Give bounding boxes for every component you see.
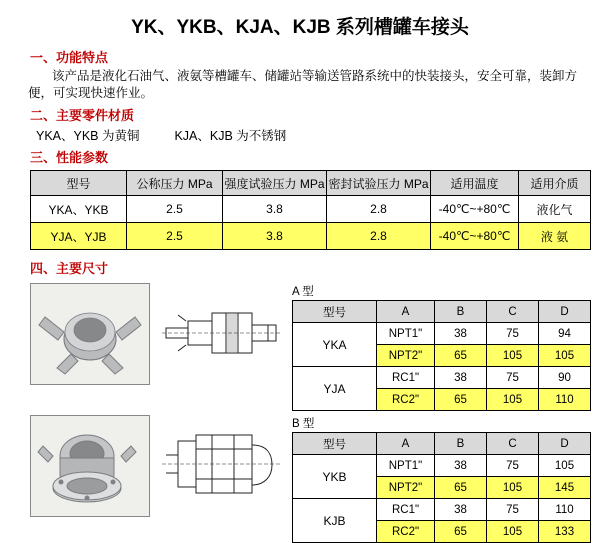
table-header-row bbox=[293, 301, 591, 323]
cell-b: 65 bbox=[435, 389, 487, 411]
col-b: B bbox=[435, 433, 487, 455]
col-strength-pressure: 强度试验压力 MPa bbox=[223, 171, 327, 196]
cell-c: 105 bbox=[487, 521, 539, 543]
table-row bbox=[293, 499, 591, 521]
cell-c: 75 bbox=[487, 323, 539, 345]
cell-c: 75 bbox=[487, 367, 539, 389]
cell-d: 105 bbox=[539, 345, 591, 367]
cell-d: 94 bbox=[539, 323, 591, 345]
cell-a: NPT2" bbox=[377, 345, 435, 367]
cell-medium: 液化气 bbox=[519, 196, 591, 223]
cell-c: 75 bbox=[487, 499, 539, 521]
cell-model: YJA bbox=[293, 367, 377, 411]
table-header-row bbox=[293, 433, 591, 455]
table-row bbox=[31, 196, 591, 223]
cell-b: 38 bbox=[435, 455, 487, 477]
cell-strength: 3.8 bbox=[223, 196, 327, 223]
product-photo-b bbox=[30, 415, 150, 517]
cell-temperature: -40℃~+80℃ bbox=[431, 223, 519, 250]
dimension-group-a bbox=[30, 283, 588, 411]
col-seal-pressure: 密封试验压力 MPa bbox=[327, 171, 431, 196]
dimension-table-b bbox=[292, 432, 591, 543]
table-row bbox=[293, 367, 591, 389]
dimensions-area bbox=[12, 283, 588, 543]
col-temperature: 适用温度 bbox=[431, 171, 519, 196]
col-model: 型号 bbox=[293, 433, 377, 455]
cell-d: 133 bbox=[539, 521, 591, 543]
cell-c: 105 bbox=[487, 345, 539, 367]
product-photo-a bbox=[30, 283, 150, 385]
dimension-table-wrap-b bbox=[292, 415, 591, 543]
dimension-table-wrap-a bbox=[292, 283, 591, 411]
cell-a: RC1" bbox=[377, 367, 435, 389]
section-heading-performance: 三、性能参数 bbox=[30, 150, 109, 165]
cell-a: NPT2" bbox=[377, 477, 435, 499]
cell-model: YKB bbox=[293, 455, 377, 499]
cell-d: 110 bbox=[539, 389, 591, 411]
cell-d: 110 bbox=[539, 499, 591, 521]
section-heading-dimensions: 四、主要尺寸 bbox=[30, 261, 109, 276]
col-b: B bbox=[435, 301, 487, 323]
document-page bbox=[0, 12, 600, 538]
col-a: A bbox=[377, 301, 435, 323]
cell-a: RC2" bbox=[377, 389, 435, 411]
cell-medium: 液 氨 bbox=[519, 223, 591, 250]
features-text: 该产品是液化石油气、液氨等槽罐车、储罐站等输送管路系统中的快装接头，安全可靠，装卸方便，可实现快速作业。 bbox=[28, 69, 578, 100]
cell-d: 145 bbox=[539, 477, 591, 499]
drawing-a-graphic bbox=[156, 283, 284, 383]
section-heading-features: 一、功能特点 bbox=[30, 50, 109, 65]
col-c: C bbox=[487, 433, 539, 455]
cell-nominal: 2.5 bbox=[127, 196, 223, 223]
cell-temperature: -40℃~+80℃ bbox=[431, 196, 519, 223]
cell-model: YKA、YKB bbox=[31, 196, 127, 223]
col-model: 型号 bbox=[293, 301, 377, 323]
col-d: D bbox=[539, 301, 591, 323]
photo-a-graphic bbox=[31, 284, 149, 384]
section-heading-material: 二、主要零件材质 bbox=[30, 108, 135, 123]
cell-b: 65 bbox=[435, 477, 487, 499]
cell-d: 90 bbox=[539, 367, 591, 389]
cell-c: 105 bbox=[487, 389, 539, 411]
table-row bbox=[293, 455, 591, 477]
dimension-label-b: B 型 bbox=[292, 418, 315, 430]
drawing-b-graphic bbox=[156, 415, 284, 515]
col-medium: 适用介质 bbox=[519, 171, 591, 196]
photo-b-graphic bbox=[31, 416, 149, 516]
cell-b: 38 bbox=[435, 499, 487, 521]
cell-d: 105 bbox=[539, 455, 591, 477]
cell-c: 105 bbox=[487, 477, 539, 499]
cell-b: 38 bbox=[435, 367, 487, 389]
dimension-label-a: A 型 bbox=[292, 286, 314, 298]
performance-table bbox=[30, 170, 591, 250]
table-row bbox=[31, 223, 591, 250]
cell-a: NPT1" bbox=[377, 323, 435, 345]
product-drawing-b bbox=[156, 415, 284, 515]
cell-a: NPT1" bbox=[377, 455, 435, 477]
cell-model: KJB bbox=[293, 499, 377, 543]
table-row bbox=[293, 323, 591, 345]
material-right: KJA、KJB 为不锈钢 bbox=[174, 129, 287, 143]
cell-model: YKA bbox=[293, 323, 377, 367]
cell-b: 65 bbox=[435, 345, 487, 367]
col-nominal-pressure: 公称压力 MPa bbox=[127, 171, 223, 196]
table-header-row bbox=[31, 171, 591, 196]
cell-c: 75 bbox=[487, 455, 539, 477]
col-a: A bbox=[377, 433, 435, 455]
cell-model: YJA、YJB bbox=[31, 223, 127, 250]
cell-a: RC2" bbox=[377, 521, 435, 543]
material-left: YKA、YKB 为黄铜 bbox=[36, 129, 140, 143]
col-d: D bbox=[539, 433, 591, 455]
page-title: YK、YKB、KJA、KJB 系列槽罐车接头 bbox=[131, 17, 469, 38]
cell-a: RC1" bbox=[377, 499, 435, 521]
cell-b: 38 bbox=[435, 323, 487, 345]
product-drawing-a bbox=[156, 283, 284, 383]
col-c: C bbox=[487, 301, 539, 323]
material-line bbox=[36, 126, 588, 144]
cell-b: 65 bbox=[435, 521, 487, 543]
cell-seal: 2.8 bbox=[327, 196, 431, 223]
col-model: 型号 bbox=[31, 171, 127, 196]
cell-seal: 2.8 bbox=[327, 223, 431, 250]
dimension-group-b bbox=[30, 415, 588, 543]
cell-strength: 3.8 bbox=[223, 223, 327, 250]
dimension-table-a bbox=[292, 300, 591, 411]
cell-nominal: 2.5 bbox=[127, 223, 223, 250]
